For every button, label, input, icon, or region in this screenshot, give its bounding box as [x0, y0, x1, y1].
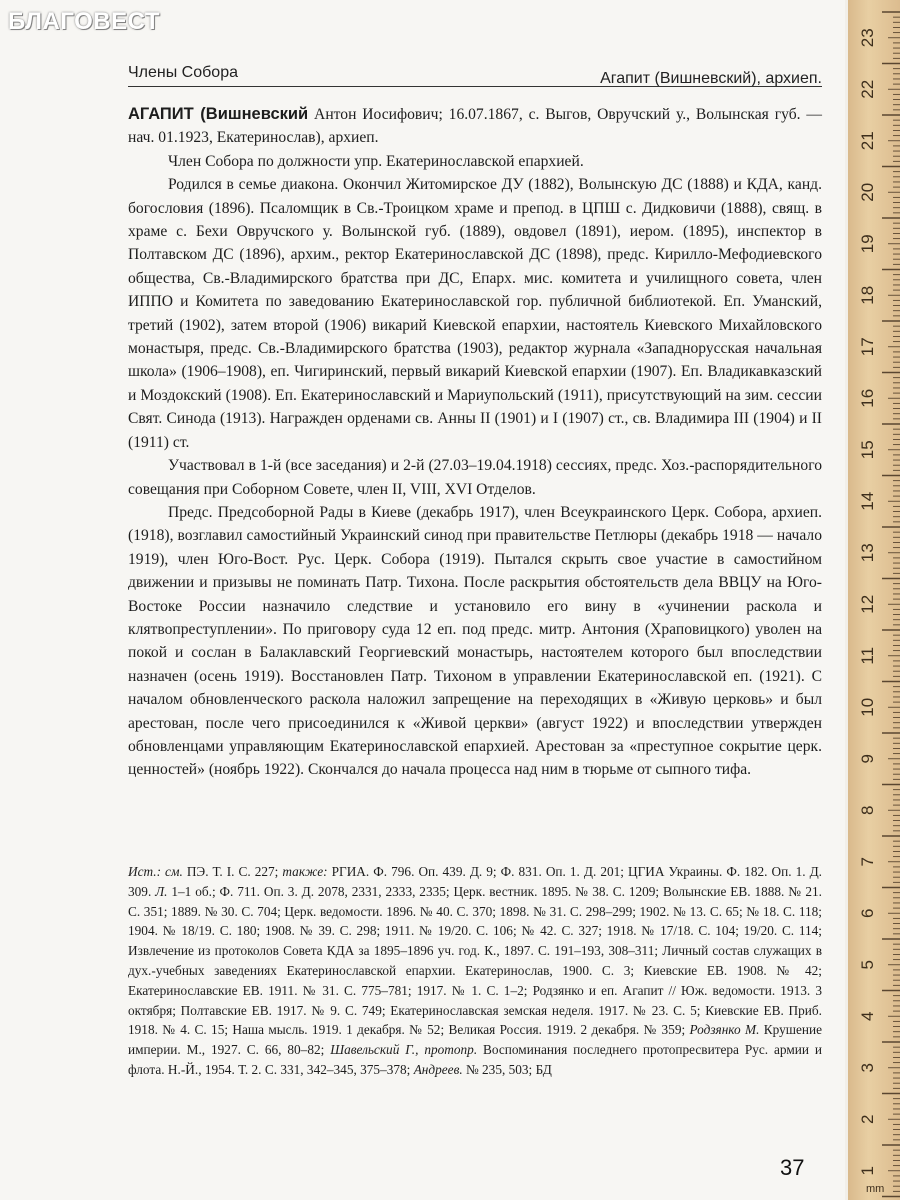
ruler-label: 17: [858, 337, 877, 357]
ruler-label: 13: [858, 543, 877, 563]
ruler-label: 10: [858, 697, 877, 717]
sources-text: Воспоминания последнего протопресвитера Рус. армии и флота. Н.-Й., 1954. Т. 2. С. 331, 342–345, 375–378;: [128, 1042, 822, 1077]
ruler-label: 14: [858, 491, 877, 511]
ruler-label: 9: [858, 754, 877, 764]
ruler-label: 19: [858, 234, 877, 254]
ruler-label: 15: [858, 440, 877, 460]
entry-paragraph: Член Собора по должности упр. Екатеринославской епархией.: [168, 152, 584, 170]
ruler-label: 7: [858, 857, 877, 867]
header-section-title: Члены Собора: [128, 64, 238, 81]
ruler-label: 8: [858, 805, 877, 815]
ruler-label: 1: [858, 1166, 877, 1176]
ruler-label: 22: [858, 79, 877, 99]
sources-author: Андреев.: [413, 1061, 463, 1077]
entry-name: АГАПИТ (Вишневский: [128, 105, 309, 123]
watermark: БЛАГОВЕСТ: [8, 8, 161, 35]
sources-text: ПЭ. Т. I. С. 227;: [182, 864, 283, 879]
ruler-label: 23: [858, 28, 877, 48]
ruler-label: 4: [858, 1011, 877, 1021]
ruler-label: 12: [858, 594, 877, 614]
sources-text: 1–1 об.; Ф. 711. Оп. 3. Д. 2078, 2331, 2333, 2335; Церк. вестник. 1895. № 38. С. 1209; Волынские ЕВ. 1888. № 21. С. 351; 1889. № 30. С. 704; Церк. ведомости. 1896. № 40. С. 370; 1898. № 31. С. 298–299; 1902. № 13. С. 65; № 18. С. 118; 1904. № 18/19. С. 180; 1908. № 39. С. 298; 1911. № 19/20. С. 106; № 42. С. 327; 1918. № 17/18. С. 104; 19/20. С. 114; Извлечение из протоколов Совета КДА за 1895–1896 уч. год. К., 1897. С. 191–193, 308–311; Личный состав служащих в дух.-учебных заведениях Екатеринославской епархии. Екатеринослав, 1900. С. 3; Киевские ЕВ. 1908. № 42; Екатеринославские ЕВ. 1911. № 31. С. 775–781; 1917. № 1. С. 1–2; Родзянко и еп. Агапит // Юж. ведомости. 1913. 3 октября; Полтавские ЕВ. 1917. № 9. С. 749; Екатеринославская земская неделя. 1917. № 23. С. 5; Киевские ЕВ. Приб. 1918. № 4. С. 15; Наша мысль. 1919. 1 декабря. № 52; Великая Россия. 1919. 2 декабря. № 359;: [128, 883, 822, 1038]
entry-lead-paragraph: [128, 103, 822, 150]
sources-text: РГИА. Ф. 796. Оп. 439. Д. 9; Ф. 831. Оп. 1. Д. 201; ЦГИА Украины. Ф. 182. Оп. 1. Д. 309.: [128, 864, 822, 899]
ruler-label: 2: [858, 1114, 877, 1124]
entry-paragraph: Родился в семье диакона. Окончил Житомирское ДУ (1882), Волынскую ДС (1888) и КДА, канд. богословия (1896). Псаломщик в Св.-Троицком храме и препод. в ЦПШ с. Дидковичи (1888), свящ. в храме с. Бехи Овручского у. Волынской губ. (1889), овдовел (1891), иером. (1895), инспектор в Полтавском ДС (1896), архим., ректор Екатеринославской ДС (1898), предс. Кирилло-Мефодиевского общества, Св.-Владимирского братства при ДС, Епарх. мис. комитета и училищного совета, член ИППО и Комитета по заведованию Екатеринославской гор. публичной библиотекой. Еп. Уманский, третий (1902), затем второй (1906) викарий Киевской епархии, настоятель Киевского Михайловского монастыря, предс. Св.-Владимирского братства (1903), редактор журнала «Западнорусская начальная школа» (1906–1908), еп. Чигиринский, первый викарий Киевской епархии (1907). Еп. Владикавказский и Моздокский (1908). Еп. Екатеринославский и Мариупольский (1911), присутствующий на зим. сессии Свят. Синода (1913). Награжден орденами св. Анны II (1901) и I (1907) ст., св. Владимира III (1904) и II (1911) ст.: [128, 176, 822, 451]
sources-block: [128, 862, 822, 1080]
ruler-label: 5: [858, 960, 877, 970]
sources-label-l: Л.: [155, 883, 168, 899]
ruler-label: 21: [858, 131, 877, 151]
entry-intro: Антон Иосифович; 16.07.1867, с. Выгов, Овручский у., Волынская губ. — нач. 01.1923, Екатеринослав), архиеп.: [128, 106, 822, 147]
ruler-unit: mm: [866, 1183, 885, 1195]
ruler-label: 11: [858, 646, 877, 665]
sources-author: Шавельский Г., протопр.: [330, 1042, 478, 1058]
ruler-label: 18: [858, 285, 877, 305]
ruler-label: 20: [858, 182, 877, 202]
ruler-label: 3: [858, 1063, 877, 1073]
sources-author: Родзянко М.: [689, 1022, 760, 1038]
ruler-label: 16: [858, 388, 877, 408]
entry-body: [128, 103, 822, 782]
wooden-ruler: [848, 0, 900, 1200]
ruler-label: 6: [858, 908, 877, 918]
sources-label: Ист.: см.: [128, 864, 183, 879]
ruler-scale: [848, 0, 900, 1200]
header-entry-title: Агапит (Вишневский), архиеп.: [600, 70, 822, 87]
sources-label-also: также:: [282, 864, 328, 879]
running-header: [128, 56, 822, 92]
sources-text: Крушение империи. М., 1927. С. 66, 80–82;: [128, 1022, 822, 1058]
page-number: 37: [780, 1155, 805, 1180]
entry-paragraph: Участвовал в 1-й (все заседания) и 2-й (27.03–19.04.1918) сессиях, предс. Хоз.-распорядительного совещания при Соборном Совете, член II, VIII, XVI Отделов.: [128, 457, 822, 498]
header-rule: [128, 86, 822, 87]
entry-paragraph: Предс. Предсоборной Рады в Киеве (декабрь 1917), член Всеукраинского Церк. Собора, архиеп. (1918), возглавил самостийный Украинский синод при правительстве Петлюры (декабрь 1918 — начало 1919), член Юго-Вост. Рус. Церк. Собора (1919). Пытался скрыть свое участие в самостийном движении и призывы не поминать Патр. Тихона. После раскрытия обстоятельств дела ВВЦУ на Юго-Востоке России назначило следствие и установило его вину в «учинении раскола и клятвопреступлении». По приговору суда 12 еп. под предс. митр. Антония (Храповицкого) уволен на покой и сослан в Балаклавский Георгиевский монастырь, настоятелем которого был впоследствии назначен (осень 1919). Восстановлен Патр. Тихоном в управлении Екатеринославской еп. (1921). С началом обновленческого раскола наложил запрещение на переходящих в «Живую церковь» и был арестован, после чего присоединился к «Живой церкви» (август 1922) и впоследствии утвержден обновленцами управляющим Екатеринославской епархией. Арестован за «преступное сокрытие церк. ценностей» (ноябрь 1922). Скончался до начала процесса над ним в тюрьме от сыпного тифа.: [128, 503, 822, 779]
sources-text: № 235, 503; БД: [462, 1061, 552, 1077]
